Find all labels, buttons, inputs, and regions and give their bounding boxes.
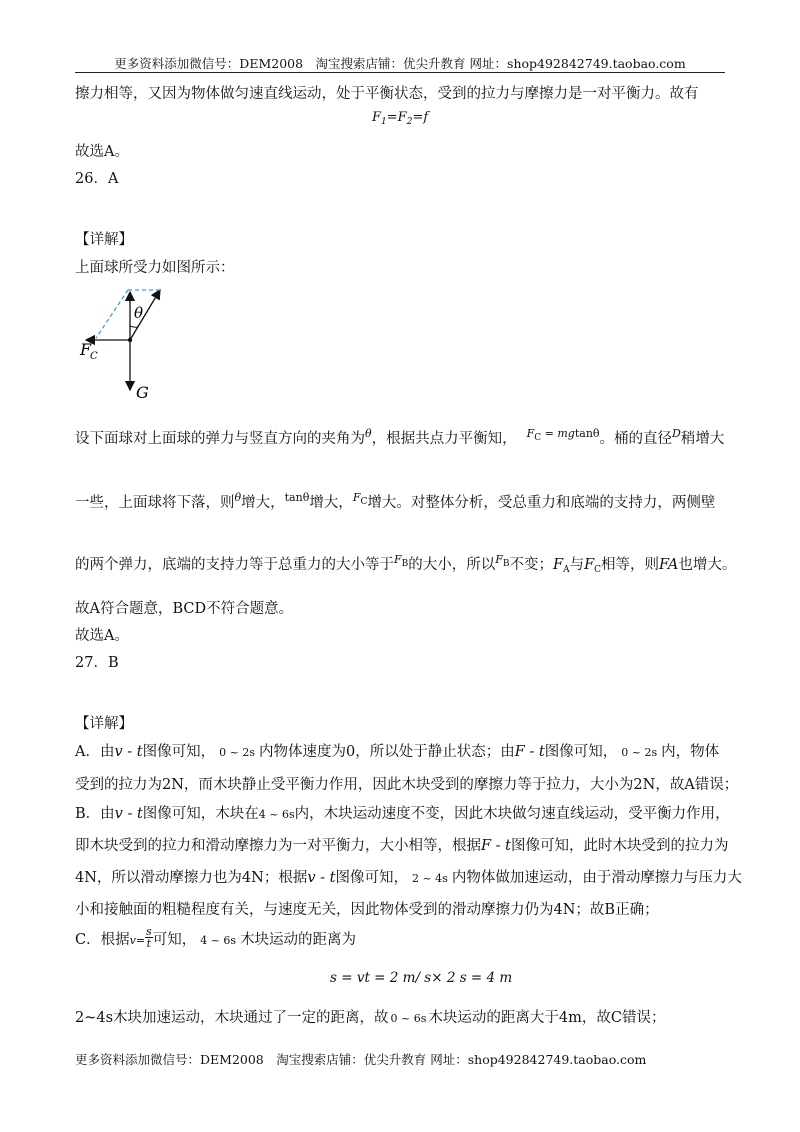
answer-27: 27．B — [75, 655, 119, 671]
paragraph-3: 上面球所受力如图所示： — [75, 260, 235, 276]
answer-26: 26．A — [75, 171, 119, 187]
option-b-line-2: 即木块受到的拉力和滑动摩擦力为一对平衡力，大小相等，根据F - t图像可知，此时木块受到的拉力为 — [75, 838, 729, 854]
option-c-line-2: 2~4s木块加速运动，木块通过了一定的距离，故 0 ~ 6s 木块运动的距离大于4m，故C错误； — [75, 1010, 666, 1026]
paragraph-2: 故选A。 — [75, 144, 129, 160]
paragraph-8: 故选A。 — [75, 628, 129, 644]
page-footer: 更多资料添加微信号：DEM2008 淘宝搜索店铺：优尖升教育 网址：shop492842749.taobao.com — [75, 1052, 647, 1067]
option-a-line-2: 受到的拉力为2N，而木块静止受平衡力作用，因此木块受到的摩擦力等于拉力，大小为2N，故A错误； — [75, 777, 739, 793]
fc-label: F — [80, 340, 92, 359]
parallelogram-side — [96, 290, 128, 338]
detail-heading-1: 【详解】 — [75, 232, 133, 248]
option-b-line-4: 小和接触面的粗糙程度有关，与速度无关，因此物体受到的滑动摩擦力仍为4N；故B正确； — [75, 902, 659, 918]
ball-center — [128, 338, 132, 342]
option-b-line-1: B．由v - t图像可知，木块在4 ~ 6s内，木块运动速度不变，因此木块做匀速直线运动，受平衡力作用， — [75, 806, 730, 822]
fc-label-sub: C — [90, 351, 98, 362]
paragraph-1: 擦力相等，又因为物体做匀速直线运动，处于平衡状态，受到的拉力与摩擦力是一对平衡力。故有 — [75, 86, 699, 102]
option-b-line-3: 4N，所以滑动摩擦力也为4N；根据v - t图像可知， 2 ~ 4s 内物体做加速运动，由于滑动摩擦力与压力大 — [75, 870, 742, 886]
paragraph-5: 一些，上面球将下落，则$^\theta$增大，$^{tan\theta}$增大，$^{F_C}$增大。对整体分析，受总重力和底端的支持力，两侧壁 — [75, 491, 716, 511]
detail-heading-2: 【详解】 — [75, 716, 133, 732]
paragraph-7: 故A符合题意，BCD不符合题意。 — [75, 601, 294, 617]
option-a-line-1: A．由v - t图像可知， 0 ~ 2s 内物体速度为0，所以处于静止状态；由F - t图像可知， 0 ~ 2s 内，物体 — [75, 744, 720, 760]
option-c-line-1: C．根据v= $\frac{s}{t}$ 可知， 4 ~ 6s 木块运动的距离为 — [75, 924, 357, 950]
angle-arc — [130, 326, 138, 327]
equation-1: $F_1=F_2=f$ — [372, 110, 429, 127]
equation-2: s = vt = 2 m/ s× 2 s = 4 m — [330, 970, 513, 986]
paragraph-4: 设下面球对上面球的弹力与竖直方向的夹角为$^\theta$，根据共点力平衡知， $^{F_C = mgtan\theta}$。桶的直径$^D$稍增大 — [75, 427, 725, 447]
header-rule — [75, 72, 725, 73]
force-diagram — [72, 282, 182, 402]
paragraph-6: 的两个弹力，底端的支持力等于总重力的大小等于$^{F_B}$的大小，所以$^{F_B}$不变；$F_A$与$F_C$相等，则FA也增大。 — [75, 553, 737, 575]
g-label: G — [136, 383, 149, 402]
theta-label: θ — [134, 304, 144, 322]
page-header: 更多资料添加微信号：DEM2008 淘宝搜索店铺：优尖升教育 网址：shop492842749.taobao.com — [114, 56, 686, 71]
